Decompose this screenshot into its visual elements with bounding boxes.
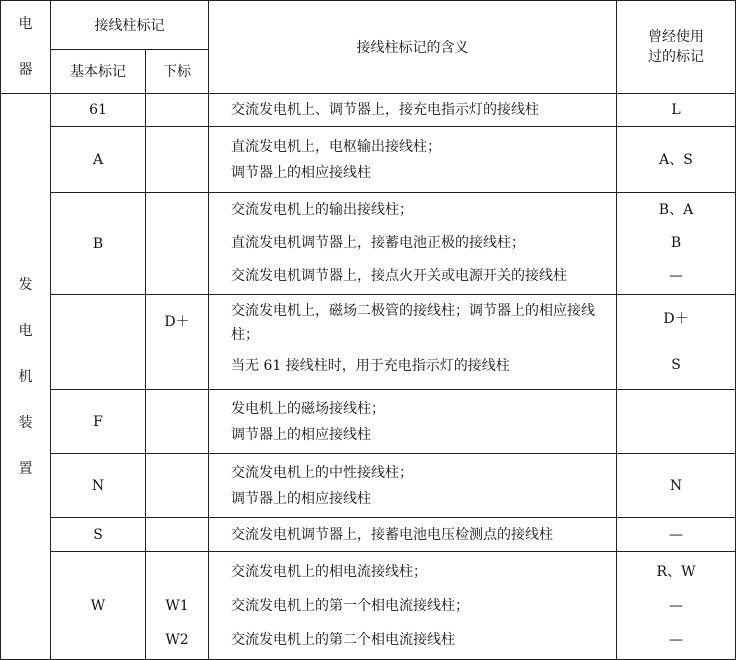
basic-mark-cell: 61 — [51, 94, 146, 127]
former-mark-cell — [617, 193, 736, 295]
meaning-line: 发电机上的磁场接线柱； — [231, 400, 385, 417]
meaning-cell — [209, 127, 617, 193]
header-device-char: 器 — [18, 62, 33, 78]
group-label-char: 置 — [18, 460, 33, 477]
header-meaning: 接线柱标记的含义 — [209, 1, 617, 94]
meaning-line: 交流发电机调节器上，接蓄电池电压检测点的接线柱 — [231, 526, 553, 543]
meaning-cell — [209, 518, 617, 552]
meaning-line: 交流发电机上的相电流接线柱； — [231, 563, 427, 580]
subscript-cell — [146, 518, 209, 552]
subscript-value: D＋ — [164, 314, 190, 330]
meaning-cell — [209, 193, 617, 295]
meaning-line: 调节器上的相应接线柱 — [231, 426, 371, 443]
former-mark: B — [670, 235, 682, 251]
meaning-cell — [209, 94, 617, 127]
meaning-line: 交流发电机调节器上，接点火开关或电源开关的接线柱 — [231, 268, 567, 284]
former-mark — [617, 407, 735, 437]
former-mark-cell — [617, 295, 736, 390]
basic-mark-cell: W — [51, 552, 146, 660]
former-mark: L — [671, 102, 681, 118]
group-generator-label — [1, 94, 51, 660]
basic-mark-cell: S — [51, 518, 146, 552]
subscript-value: W2 — [165, 631, 189, 648]
former-mark-cell — [617, 552, 736, 660]
former-mark-cell — [617, 518, 736, 552]
basic-mark-cell: N — [51, 454, 146, 518]
subscript-cell — [146, 295, 209, 390]
meaning-line: 直流发电机调节器上，接蓄电池正极的接线柱； — [231, 235, 525, 251]
header-device-char: 电 — [18, 16, 33, 32]
subscript-cell — [146, 552, 209, 660]
subscript-cell — [146, 193, 209, 295]
meaning-line: 交流发电机上，磁场二极管的接线柱；调节器上的相应接线柱； — [231, 303, 595, 343]
basic-mark-cell: B — [51, 193, 146, 295]
basic-mark-cell: A — [51, 127, 146, 193]
group-label-char: 发 — [18, 276, 33, 293]
former-mark: B、A — [658, 202, 694, 218]
meaning-cell — [209, 390, 617, 454]
meaning-line: 交流发电机上的第一个相电流接线柱； — [231, 597, 469, 614]
header-terminal-mark: 接线柱标记 — [51, 1, 209, 50]
header-device — [1, 1, 51, 94]
former-mark: D＋ — [663, 311, 689, 327]
group-label-char: 机 — [18, 368, 33, 385]
subscript-cell — [146, 454, 209, 518]
meaning-line: 直流发电机上，电枢输出接线柱； — [231, 138, 441, 155]
former-mark: R、W — [656, 563, 696, 580]
meaning-line: 交流发电机上的第二个相电流接线柱 — [231, 631, 455, 648]
meaning-cell — [209, 295, 617, 390]
former-mark-cell — [617, 454, 736, 518]
meaning-line: 调节器上的相应接线柱 — [231, 490, 371, 507]
former-mark-cell — [617, 390, 736, 454]
subscript-cell — [146, 390, 209, 454]
former-mark: A、S — [659, 151, 693, 168]
basic-mark-cell: F — [51, 390, 146, 454]
group-label-char: 电 — [18, 322, 33, 339]
header-former-marks — [617, 1, 736, 94]
former-mark: — — [669, 268, 683, 284]
meaning-cell — [209, 454, 617, 518]
former-mark: N — [669, 477, 683, 494]
header-former-line: 过的标记 — [648, 49, 704, 65]
basic-mark-cell — [51, 295, 146, 390]
former-mark: S — [671, 357, 681, 373]
meaning-line: 当无 61 接线柱时，用于充电指示灯的接线柱 — [231, 358, 510, 374]
header-subscript: 下标 — [146, 49, 209, 93]
former-mark: — — [669, 631, 683, 648]
subscript-value — [146, 555, 208, 589]
subscript-cell — [146, 127, 209, 193]
former-mark: — — [669, 526, 683, 543]
meaning-line: 交流发电机上的中性接线柱； — [231, 464, 413, 481]
subscript-value: W1 — [165, 597, 189, 614]
subscript-cell — [146, 94, 209, 127]
meaning-cell — [209, 552, 617, 660]
meaning-line: 交流发电机上的输出接线柱； — [231, 202, 413, 218]
meaning-line: 交流发电机上、调节器上，接充电指示灯的接线柱 — [231, 102, 539, 118]
meaning-line: 调节器上的相应接线柱 — [231, 164, 371, 181]
former-mark: — — [669, 597, 683, 614]
former-mark-cell — [617, 94, 736, 127]
header-basic-mark: 基本标记 — [51, 49, 146, 93]
header-former-line: 曾经使用 — [648, 29, 704, 45]
group-label-char: 装 — [18, 414, 33, 431]
former-mark-cell — [617, 127, 736, 193]
